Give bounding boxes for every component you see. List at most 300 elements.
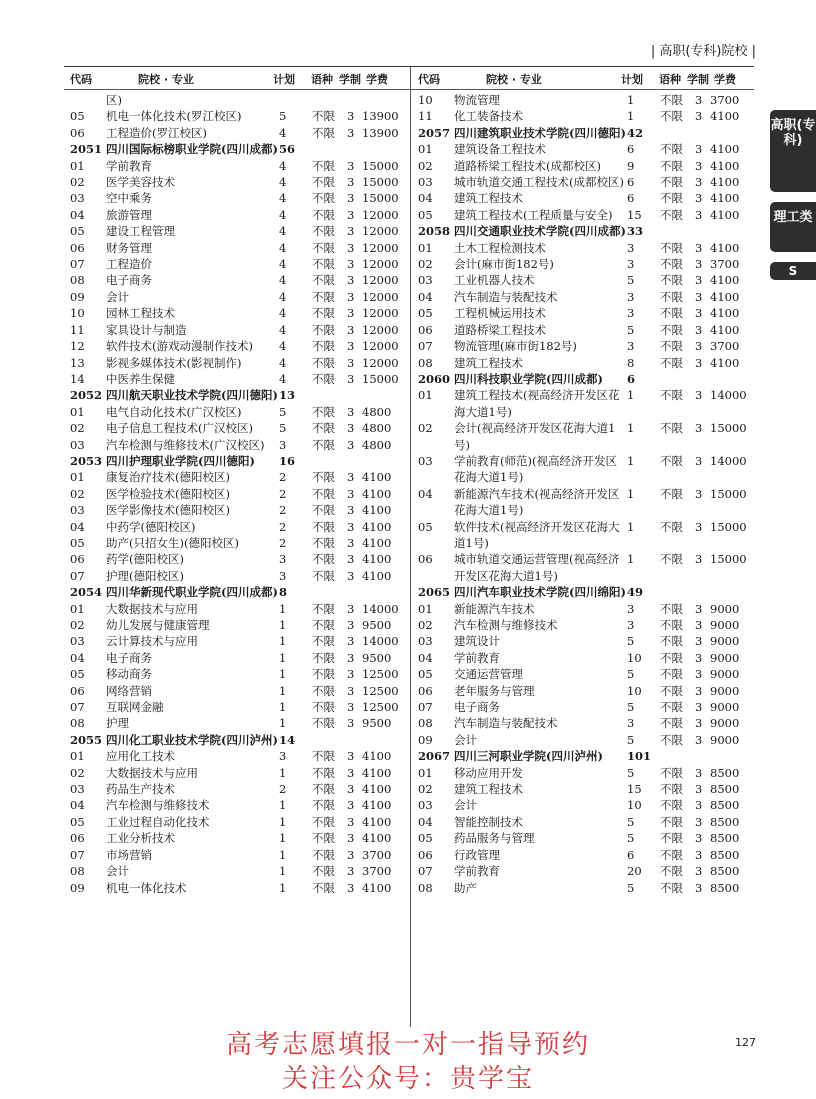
row-plan: 3 [627,339,635,354]
row-plan: 5 [627,700,635,715]
row-lang: 不限 [660,618,683,632]
table-row [68,748,408,764]
row-years: 3 [347,765,355,780]
row-code: 2060 [418,371,451,386]
row-plan: 5 [627,667,635,682]
program-name: 建筑设备工程技术 [454,142,546,157]
row-code: 2052 [70,388,103,403]
row-code: 04 [418,650,433,665]
row-fee: 9000 [710,618,740,632]
row-fee: 4100 [362,470,392,485]
row-plan: 15 [627,207,642,222]
row-plan: 5 [279,109,287,124]
header-plan: 计划 [273,73,295,86]
school-name: 四川建筑职业技术学院(四川德阳) [454,125,626,140]
row-years: 3 [347,322,355,337]
row-lang: 不限 [660,355,683,370]
row-fee: 4100 [710,273,740,288]
row-code: 02 [418,618,433,632]
row-years: 3 [695,683,703,698]
row-years: 3 [695,257,703,272]
row-lang: 不限 [660,814,683,829]
row-fee: 15000 [362,158,399,173]
row-years: 3 [347,191,355,206]
row-plan: 6 [627,175,635,190]
program-name: 物流管理(麻市街182号) [454,339,577,354]
row-years: 3 [347,125,355,140]
program-name: 助产 [454,880,477,895]
row-lang: 不限 [660,864,683,879]
row-fee: 14000 [710,453,747,468]
row-plan: 9 [627,158,635,173]
row-code: 01 [70,470,85,485]
row-code: 14 [70,371,85,386]
row-years: 3 [347,831,355,846]
row-lang: 不限 [312,847,335,862]
row-fee: 12500 [362,700,399,715]
row-code: 08 [418,716,433,731]
row-lang: 不限 [312,191,335,206]
header-code: 代码 [70,73,92,86]
row-years: 3 [695,618,703,632]
row-lang: 不限 [312,470,335,485]
row-code: 03 [70,634,85,649]
row-lang: 不限 [660,765,683,780]
program-name: 康复治疗技术(德阳校区) [106,470,230,485]
row-plan: 5 [627,732,635,747]
row-lang: 不限 [312,864,335,879]
row-lang: 不限 [660,634,683,649]
row-code: 01 [70,601,85,616]
row-lang: 不限 [660,700,683,715]
row-plan: 4 [279,322,287,337]
row-plan: 10 [627,650,642,665]
table-row [416,830,756,846]
row-code: 06 [418,552,433,567]
row-fee: 4100 [362,831,392,846]
program-name: 汽车制造与装配技术 [454,716,558,731]
row-plan: 1 [279,618,287,632]
row-plan: 4 [279,371,287,386]
row-plan: 1 [279,716,287,731]
row-lang: 不限 [660,486,683,501]
table-row [416,551,756,584]
program-name: 建筑工程技术(工程质量与安全) [454,207,613,222]
row-plan: 13 [279,388,296,403]
row-code: 07 [70,700,85,715]
row-plan: 5 [627,634,635,649]
row-code: 07 [418,700,433,715]
row-lang: 不限 [312,618,335,632]
row-code: 2065 [418,585,451,600]
table-row [68,338,408,354]
table-row [416,732,756,748]
program-name: 建筑工程技术(视高经济开发区花海大道1号) [454,388,620,419]
row-plan: 4 [279,289,287,304]
row-plan: 2 [279,535,287,550]
row-years: 3 [347,552,355,567]
program-name: 建筑工程技术 [454,191,523,206]
row-lang: 不限 [660,207,683,222]
row-code: 05 [70,814,85,829]
row-plan: 5 [279,404,287,419]
watermark-line-1: 高考志愿填报一对一指导预约 [225,1030,590,1060]
row-plan: 2 [279,503,287,518]
row-code: 01 [70,158,85,173]
table-row [68,601,408,617]
row-years: 3 [695,421,703,436]
table-row [416,666,756,682]
row-years: 3 [347,158,355,173]
row-fee: 3700 [710,339,740,354]
row-years: 3 [347,109,355,124]
program-name: 云计算技术与应用 [106,634,198,649]
row-code: 01 [70,749,85,764]
row-years: 3 [695,175,703,190]
table-row [68,486,408,502]
program-name: 老年服务与管理 [454,683,535,698]
row-lang: 不限 [660,650,683,665]
program-name: 土木工程检测技术 [454,240,546,255]
row-years: 3 [347,470,355,485]
header-years: 学制 [687,73,709,86]
row-years: 3 [695,634,703,649]
row-code: 04 [70,798,85,813]
table-row [68,502,408,518]
program-name: 机电一体化技术(罗江校区) [106,109,242,124]
row-years: 3 [695,339,703,354]
table-row [416,814,756,830]
row-lang: 不限 [312,175,335,190]
row-years: 3 [347,289,355,304]
row-code: 08 [70,273,85,288]
row-years: 3 [695,207,703,222]
program-name: 护理(德阳校区) [106,568,184,583]
header-lang: 语种 [659,73,681,86]
row-plan: 1 [279,864,287,879]
table-row [68,551,408,567]
row-code: 03 [418,453,433,468]
row-code: 06 [418,322,433,337]
program-name: 工程造价(罗江校区) [106,125,207,140]
row-code: 05 [418,207,433,222]
table-row [68,781,408,797]
program-name: 汽车检测与维修技术(广汉校区) [106,437,265,452]
row-plan: 5 [627,765,635,780]
row-code: 05 [70,109,85,124]
row-fee: 4100 [710,142,740,157]
row-fee: 3700 [362,864,392,879]
row-plan: 10 [627,683,642,698]
program-name: 幼儿发展与健康管理 [106,618,210,632]
row-fee: 9000 [710,700,740,715]
table-row [416,699,756,715]
row-plan: 1 [627,93,635,107]
program-name: 药品生产技术 [106,782,175,797]
program-name: 园林工程技术 [106,306,175,321]
program-name: 电子商务 [106,650,152,665]
row-fee: 12000 [362,355,399,370]
row-code: 07 [70,568,85,583]
row-years: 3 [347,207,355,222]
row-years: 3 [347,683,355,698]
row-years: 3 [695,732,703,747]
row-plan: 1 [279,847,287,862]
table-row [68,797,408,813]
row-lang: 不限 [312,224,335,239]
row-years: 3 [347,421,355,436]
row-years: 3 [347,224,355,239]
row-fee: 12000 [362,273,399,288]
row-fee: 4100 [362,782,392,797]
row-years: 3 [695,667,703,682]
school-row [416,223,756,239]
row-code: 01 [418,142,433,157]
row-lang: 不限 [660,273,683,288]
row-fee: 15000 [710,552,747,567]
row-years: 3 [695,847,703,862]
row-plan: 1 [279,798,287,813]
row-code: 06 [70,831,85,846]
row-lang: 不限 [312,437,335,452]
table-row [68,158,408,174]
row-fee: 4100 [362,535,392,550]
program-name: 会计 [454,732,477,747]
row-lang: 不限 [660,831,683,846]
program-name: 区) [106,93,122,107]
row-plan: 5 [627,273,635,288]
table-row [68,683,408,699]
row-years: 3 [347,650,355,665]
table-row [416,174,756,190]
row-plan: 1 [627,421,635,436]
row-fee: 12500 [362,683,399,698]
row-plan: 42 [627,125,644,140]
row-fee: 8500 [710,765,740,780]
row-plan: 5 [279,421,287,436]
table-row [68,437,408,453]
table-row [68,404,408,420]
program-name: 汽车检测与维修技术 [106,798,210,813]
program-name: 工业分析技术 [106,831,175,846]
table-row [416,338,756,354]
row-fee: 12000 [362,257,399,272]
row-lang: 不限 [660,552,683,567]
table-row [416,650,756,666]
row-lang: 不限 [660,158,683,173]
row-years: 3 [347,601,355,616]
row-lang: 不限 [312,880,335,895]
program-name: 汽车制造与装配技术 [454,289,558,304]
program-name: 会计 [106,289,129,304]
row-plan: 56 [279,142,296,157]
row-years: 3 [695,519,703,534]
row-years: 3 [347,437,355,452]
row-code: 01 [418,765,433,780]
right-column [416,72,756,896]
school-name: 四川三河职业学院(四川泸州) [454,749,603,764]
row-fee: 9500 [362,618,392,632]
row-lang: 不限 [312,667,335,682]
header-name: 院校 · 专业 [486,73,542,86]
table-row [68,289,408,305]
row-code: 02 [418,158,433,173]
row-fee: 12000 [362,240,399,255]
row-plan: 33 [627,224,644,239]
program-name: 会计 [106,864,129,879]
column-headers [416,72,756,90]
row-lang: 不限 [660,240,683,255]
table-row [416,141,756,157]
row-code: 10 [70,306,85,321]
table-row [68,190,408,206]
program-name: 电子信息工程技术(广汉校区) [106,421,253,436]
row-plan: 8 [279,585,288,600]
side-tab-science: 理工类 [770,202,816,252]
row-plan: 1 [279,634,287,649]
row-fee: 9000 [710,650,740,665]
row-lang: 不限 [660,322,683,337]
row-lang: 不限 [312,486,335,501]
row-plan: 15 [627,782,642,797]
row-plan: 6 [627,847,635,862]
table-row [416,240,756,256]
row-plan: 4 [279,355,287,370]
row-lang: 不限 [660,732,683,747]
school-row [68,141,408,157]
row-lang: 不限 [312,306,335,321]
program-name: 学前教育 [454,650,500,665]
row-code: 05 [418,831,433,846]
row-code: 06 [70,552,85,567]
row-fee: 9500 [362,716,392,731]
row-lang: 不限 [312,404,335,419]
row-years: 3 [347,503,355,518]
program-name: 移动商务 [106,667,152,682]
row-years: 3 [347,749,355,764]
row-plan: 49 [627,585,644,600]
left-rows [68,92,408,896]
school-row [68,387,408,403]
row-lang: 不限 [312,421,335,436]
row-code: 2057 [418,125,451,140]
program-name: 交通运营管理 [454,667,523,682]
row-code: 05 [418,306,433,321]
row-fee: 9000 [710,683,740,698]
row-code: 05 [418,519,433,534]
row-fee: 8500 [710,798,740,813]
row-code: 03 [70,437,85,452]
row-fee: 12000 [362,322,399,337]
row-plan: 5 [627,814,635,829]
row-fee: 15000 [362,175,399,190]
table-row [68,272,408,288]
program-name: 工程机械运用技术 [454,306,546,321]
row-fee: 8500 [710,864,740,879]
running-header: | 高职(专科)院校 | [650,44,756,59]
row-fee: 4100 [362,880,392,895]
row-years: 3 [347,273,355,288]
row-years: 3 [695,486,703,501]
row-plan: 4 [279,191,287,206]
row-lang: 不限 [312,109,335,124]
row-lang: 不限 [312,125,335,140]
row-lang: 不限 [312,650,335,665]
table-row [68,174,408,190]
row-plan: 6 [627,191,635,206]
row-plan: 2 [279,486,287,501]
table-row [416,765,756,781]
row-years: 3 [347,568,355,583]
row-plan: 3 [279,749,287,764]
row-plan: 1 [279,601,287,616]
row-code: 01 [418,601,433,616]
row-code: 06 [70,125,85,140]
program-name: 应用化工技术 [106,749,175,764]
row-lang: 不限 [312,765,335,780]
row-fee: 4100 [710,289,740,304]
program-name: 医学检验技术(德阳校区) [106,486,230,501]
row-plan: 1 [627,388,635,403]
program-name: 机电一体化技术 [106,880,187,895]
program-name: 工业过程自动化技术 [106,814,210,829]
school-name: 四川华新现代职业学院(四川成都) [106,585,278,600]
table-row [68,814,408,830]
table-row [68,568,408,584]
row-code: 07 [418,864,433,879]
row-code: 05 [418,667,433,682]
table-row [416,617,756,633]
row-code: 03 [418,634,433,649]
row-code: 02 [70,175,85,190]
side-tab-vocational: 高职(专科) [770,110,816,192]
row-code: 09 [70,880,85,895]
row-lang: 不限 [312,552,335,567]
row-years: 3 [695,880,703,895]
row-years: 3 [695,322,703,337]
row-years: 3 [347,814,355,829]
school-name: 四川国际标榜职业学院(四川成都) [106,142,278,157]
table-row [68,880,408,896]
row-code: 02 [70,421,85,436]
row-code: 04 [418,486,433,501]
row-code: 04 [418,814,433,829]
row-fee: 14000 [710,388,747,403]
row-lang: 不限 [660,306,683,321]
program-name: 市场营销 [106,847,152,862]
row-lang: 不限 [660,716,683,731]
page-number: 127 [735,1036,756,1049]
row-lang: 不限 [312,683,335,698]
row-fee: 9000 [710,667,740,682]
side-tab-letter: S [770,262,816,280]
school-row [416,584,756,600]
row-lang: 不限 [660,109,683,124]
row-fee: 9000 [710,716,740,731]
row-plan: 5 [627,322,635,337]
row-fee: 14000 [362,634,399,649]
table-row [416,387,756,420]
table-row [68,125,408,141]
row-plan: 6 [627,142,635,157]
row-code: 2054 [70,585,103,600]
row-plan: 3 [279,437,287,452]
table-row [416,453,756,486]
row-code: 06 [70,240,85,255]
row-fee: 4100 [362,503,392,518]
program-name: 中药学(德阳校区) [106,519,196,534]
row-years: 3 [347,371,355,386]
